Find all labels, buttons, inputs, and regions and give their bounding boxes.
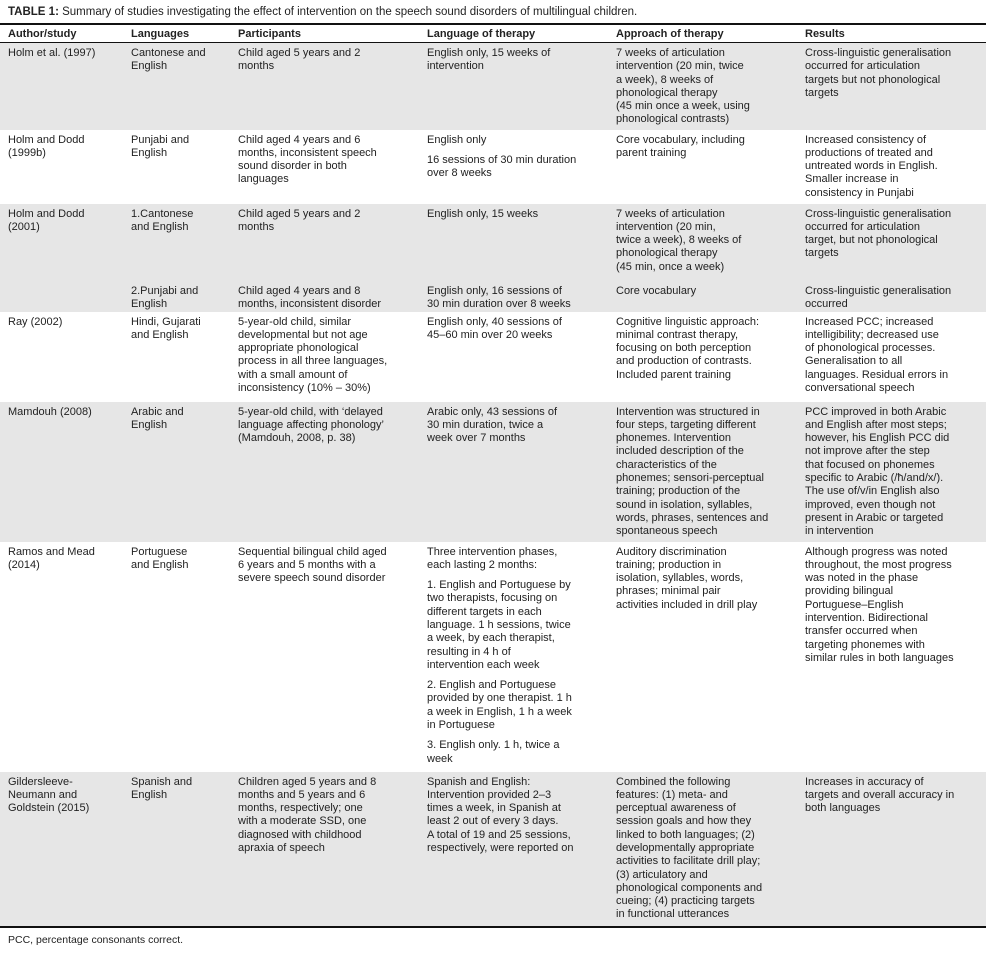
cell-paragraph: Ramos and Mead (2014) <box>8 545 95 571</box>
cell-results <box>805 281 986 312</box>
cell-paragraph: Although progress was noted throughout, the most progress was noted in the phase providing bilingual Portuguese–English intervention. Bidirectional transfer occurred when targeting phonemes with similar rules in both languages <box>805 545 954 664</box>
cell-approach-of-therapy <box>616 402 805 542</box>
cell-paragraph: 2. English and Portuguese provided by one therapist. 1 h a week in English, 1 h a week in Portuguese <box>427 679 572 732</box>
cell-paragraph: Mamdouh (2008) <box>8 405 92 418</box>
cell-paragraph: Arabic and English <box>131 405 184 431</box>
cell-languages <box>131 204 238 281</box>
cell-paragraph: 5-year-old child, similar developmental but not age appropriate phonological process in all three languages, with a small amount of inconsistency (10% – 30%) <box>238 315 388 394</box>
cell-paragraph: Core vocabulary, including parent training <box>616 133 745 159</box>
caption-text: Summary of studies investigating the effect of intervention on the speech sound disorders of multilingual children. <box>58 6 638 18</box>
cell-language-of-therapy <box>427 542 616 772</box>
cell-approach-of-therapy <box>616 204 805 281</box>
cell-languages <box>131 281 238 312</box>
table-row <box>0 542 986 772</box>
cell-paragraph: 7 weeks of articulation intervention (20 min, twice a week), 8 weeks of phonological therapy (45 min, once a week) <box>616 207 742 273</box>
table-row <box>0 130 986 204</box>
cell-paragraph: 5-year-old child, with ‘delayed language affecting phonology’ (Mamdouh, 2008, p. 38) <box>238 405 384 445</box>
header-languages: Languages <box>131 24 238 43</box>
cell-results <box>805 402 986 542</box>
cell-approach-of-therapy <box>616 542 805 772</box>
cell-paragraph: Cognitive linguistic approach: minimal contrast therapy, focusing on both perception and production of contrasts. Included parent training <box>616 315 760 381</box>
cell-results <box>805 130 986 204</box>
cell-paragraph: Holm et al. (1997) <box>8 47 96 59</box>
table-footnote: PCC, percentage consonants correct. <box>8 934 184 946</box>
cell-paragraph: 2.Punjabi and English <box>131 284 199 310</box>
cell-language-of-therapy <box>427 43 616 130</box>
cell-author-study <box>0 312 131 402</box>
cell-results <box>805 43 986 130</box>
cell-paragraph: Child aged 4 years and 6 months, inconsistent speech sound disorder in both languages <box>238 133 377 186</box>
table-row <box>0 43 986 130</box>
cell-language-of-therapy <box>427 312 616 402</box>
cell-paragraph: Cross-linguistic generalisation occurred for articulation targets but not phonological targets <box>805 47 952 99</box>
cell-paragraph: Cantonese and English <box>131 47 206 73</box>
cell-paragraph: Intervention was structured in four steps, targeting different phonemes. Intervention included description of the characteristics of the phonemes; sensori-perceptual training; production of the sound in isolation, syllables, words, phrases, sentences and spontaneous speech <box>616 405 769 538</box>
cell-paragraph: 1. English and Portuguese by two therapists, focusing on different targets in each language. 1 h sessions, twice a week, by each therapist, resulting in 4 h of intervention each week <box>427 579 571 671</box>
cell-results <box>805 542 986 772</box>
cell-language-of-therapy <box>427 402 616 542</box>
cell-participants <box>238 402 427 542</box>
cell-paragraph: Hindi, Gujarati and English <box>131 315 201 341</box>
table-row <box>0 281 986 312</box>
cell-author-study <box>0 43 131 130</box>
table-header-row <box>0 24 986 43</box>
cell-paragraph: Combined the following features: (1) meta- and perceptual awareness of session goals and how they linked to both languages; (2) developmentally appropriate activities to facilitate drill play; (3) articulatory and phonological components and cueing; (4) practicing targets in functional utterances <box>616 775 763 921</box>
cell-paragraph: English only, 15 weeks of intervention <box>427 47 551 73</box>
header-results: Results <box>805 24 986 43</box>
cell-languages <box>131 402 238 542</box>
table-row <box>0 772 986 927</box>
table-row <box>0 204 986 281</box>
cell-paragraph: English only, 40 sessions of 45–60 min over 20 weeks <box>427 315 562 341</box>
cell-paragraph: Child aged 5 years and 2 months <box>238 207 361 233</box>
table-row <box>0 402 986 542</box>
cell-language-of-therapy <box>427 772 616 927</box>
cell-paragraph: Increased PCC; increased intelligibility; decreased use of phonological processes. Generalisation to all languages. Residual errors in conversational speech <box>805 315 949 394</box>
cell-results <box>805 772 986 927</box>
cell-participants <box>238 130 427 204</box>
cell-paragraph: English only, 16 sessions of 30 min duration over 8 weeks <box>427 284 571 310</box>
cell-paragraph: English only, 15 weeks <box>427 207 539 220</box>
cell-approach-of-therapy <box>616 281 805 312</box>
cell-participants <box>238 43 427 130</box>
cell-paragraph: Core vocabulary <box>616 284 697 297</box>
cell-results <box>805 204 986 281</box>
cell-paragraph: Ray (2002) <box>8 315 63 328</box>
cell-results <box>805 312 986 402</box>
cell-paragraph: Arabic only, 43 sessions of 30 min duration, twice a week over 7 months <box>427 405 558 445</box>
cell-approach-of-therapy <box>616 130 805 204</box>
cell-paragraph: Holm and Dodd (1999b) <box>8 133 85 159</box>
cell-author-study <box>0 402 131 542</box>
cell-languages <box>131 130 238 204</box>
cell-paragraph: 7 weeks of articulation intervention (20 min, twice a week), 8 weeks of phonological therapy (45 min once a week, using phonological contrasts) <box>616 47 750 126</box>
cell-approach-of-therapy <box>616 312 805 402</box>
cell-approach-of-therapy <box>616 772 805 927</box>
table-caption <box>8 6 637 18</box>
cell-paragraph: English only <box>427 133 487 146</box>
cell-paragraph: Portuguese and English <box>131 545 189 571</box>
header-author-study: Author/study <box>0 24 131 43</box>
cell-paragraph: Holm and Dodd (2001) <box>8 207 85 233</box>
cell-paragraph: Sequential bilingual child aged 6 years and 5 months with a severe speech sound disorder <box>238 545 387 585</box>
cell-paragraph: Three intervention phases, each lasting 2 months: <box>427 545 558 571</box>
cell-paragraph: Spanish and English <box>131 775 193 801</box>
header-participants: Participants <box>238 24 427 43</box>
cell-paragraph: Auditory discrimination training; production in isolation, syllables, words, phrases; minimal pair activities included in drill play <box>616 545 758 611</box>
cell-languages <box>131 43 238 130</box>
cell-approach-of-therapy <box>616 43 805 130</box>
table-label: TABLE 1: <box>8 6 59 18</box>
table-body <box>0 43 986 927</box>
cell-paragraph: Gildersleeve- Neumann and Goldstein (2015) <box>8 775 90 815</box>
cell-participants <box>238 772 427 927</box>
cell-languages <box>131 312 238 402</box>
cell-paragraph: 1.Cantonese and English <box>131 207 194 233</box>
cell-paragraph: Cross-linguistic generalisation occurred <box>805 284 952 310</box>
studies-table <box>0 23 986 928</box>
cell-language-of-therapy <box>427 130 616 204</box>
cell-paragraph: Increased consistency of productions of treated and untreated words in English. Smaller increase in consistency in Punjabi <box>805 133 938 199</box>
cell-languages <box>131 772 238 927</box>
cell-language-of-therapy <box>427 204 616 281</box>
header-approach-of-therapy: Approach of therapy <box>616 24 805 43</box>
header-language-of-therapy: Language of therapy <box>427 24 616 43</box>
cell-paragraph: Increases in accuracy of targets and overall accuracy in both languages <box>805 775 955 815</box>
cell-author-study <box>0 772 131 927</box>
table-row <box>0 312 986 402</box>
cell-author-study <box>0 281 131 312</box>
cell-author-study <box>0 542 131 772</box>
cell-paragraph: Children aged 5 years and 8 months and 5 years and 6 months, respectively; one with a moderate SSD, one diagnosed with childhood apraxia of speech <box>238 775 377 854</box>
cell-participants <box>238 312 427 402</box>
cell-author-study <box>0 130 131 204</box>
cell-languages <box>131 542 238 772</box>
cell-paragraph: Spanish and English: Intervention provided 2–3 times a week, in Spanish at least 2 out of every 3 days. A total of 19 and 25 sessions, respectively, were reported on <box>427 775 574 854</box>
cell-author-study <box>0 204 131 281</box>
cell-paragraph: Cross-linguistic generalisation occurred for articulation target, but not phonological targets <box>805 207 952 260</box>
cell-participants <box>238 281 427 312</box>
cell-participants <box>238 204 427 281</box>
cell-participants <box>238 542 427 772</box>
cell-paragraph: 3. English only. 1 h, twice a week <box>427 739 560 765</box>
cell-paragraph: Child aged 5 years and 2 months <box>238 47 361 73</box>
cell-language-of-therapy <box>427 281 616 312</box>
cell-paragraph: Punjabi and English <box>131 133 190 159</box>
cell-paragraph: PCC improved in both Arabic and English after most steps; however, his English PCC did not improve after the step that focused on phonemes specific to Arabic (/ħ/and/x/). The use of/v/in English also improved, even though not present in Arabic or targeted in intervention <box>805 405 950 538</box>
cell-paragraph: Child aged 4 years and 8 months, inconsistent disorder <box>238 284 382 310</box>
cell-paragraph: 16 sessions of 30 min duration over 8 weeks <box>427 153 577 180</box>
